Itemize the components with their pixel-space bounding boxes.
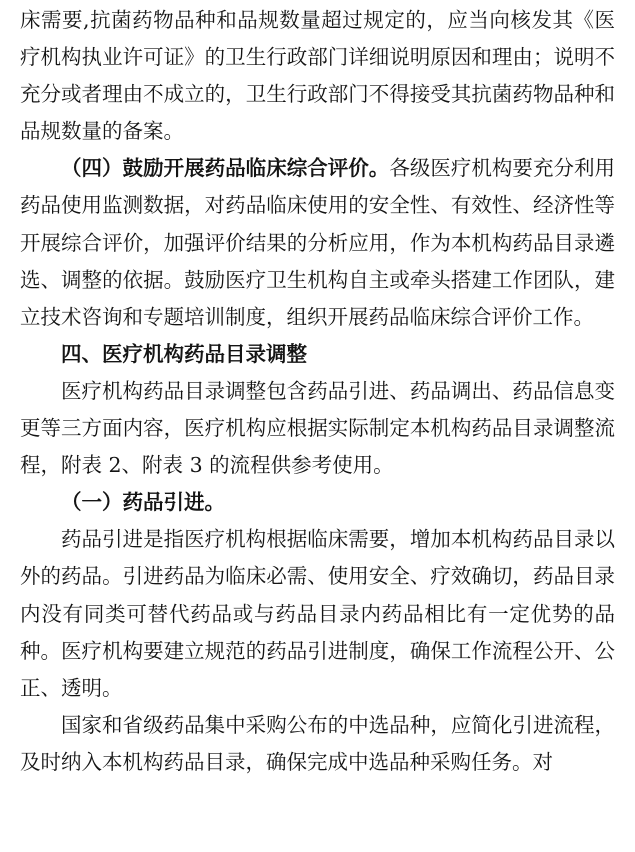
paragraph-clinical-evaluation (20, 150, 615, 335)
paragraph-catalog-adjustment-intro: 医疗机构药品目录调整包含药品引进、药品调出、药品信息变更等三方面内容，医疗机构应根据实际制定本机构药品目录调整流程，附表 2、附表 3 的流程供参考使用。 (20, 378, 615, 478)
document-page (20, 2, 615, 781)
paragraph-centralized-procurement: 国家和省级药品集中采购公布的中选品种，应简化引进流程，及时纳入本机构药品目录，确保完成中选品种采购任务。对 (20, 712, 615, 774)
paragraph-drug-introduction: 药品引进是指医疗机构根据临床需要，增加本机构药品目录以外的药品。引进药品为临床必需、使用安全、疗效确切，药品目录内没有同类可替代药品或与药品目录内药品相比有一定优势的品种。医疗机构要建立规范的药品引进制度，确保工作流程公开、公正、透明。 (20, 527, 615, 700)
paragraph-clinical-evaluation-body: 各级医疗机构要充分利用药品使用监测数据，对药品临床使用的安全性、有效性、经济性等开展综合评价，加强评价结果的分析应用，作为本机构药品目录遴选、调整的依据。鼓励医疗卫生机构自主或牵头搭建工作团队，建立技术咨询和专题培训制度，组织开展药品临床综合评价工作。 (20, 156, 616, 329)
section-heading-catalog-adjustment: 四、医疗机构药品目录调整 (61, 341, 307, 366)
paragraph-antibiotic-filing: 床需要,抗菌药物品种和品规数量超过规定的，应当向核发其《医疗机构执业许可证》的卫生行政部门详细说明原因和理由；说明不充分或者理由不成立的，卫生行政部门不得接受其抗菌药物品种和品规数量的备案。 (20, 8, 615, 144)
subsection-title-drug-introduction: （一）药品引进。 (61, 490, 225, 515)
subsection-title-clinical-evaluation: （四）鼓励开展药品临床综合评价。 (61, 156, 390, 181)
